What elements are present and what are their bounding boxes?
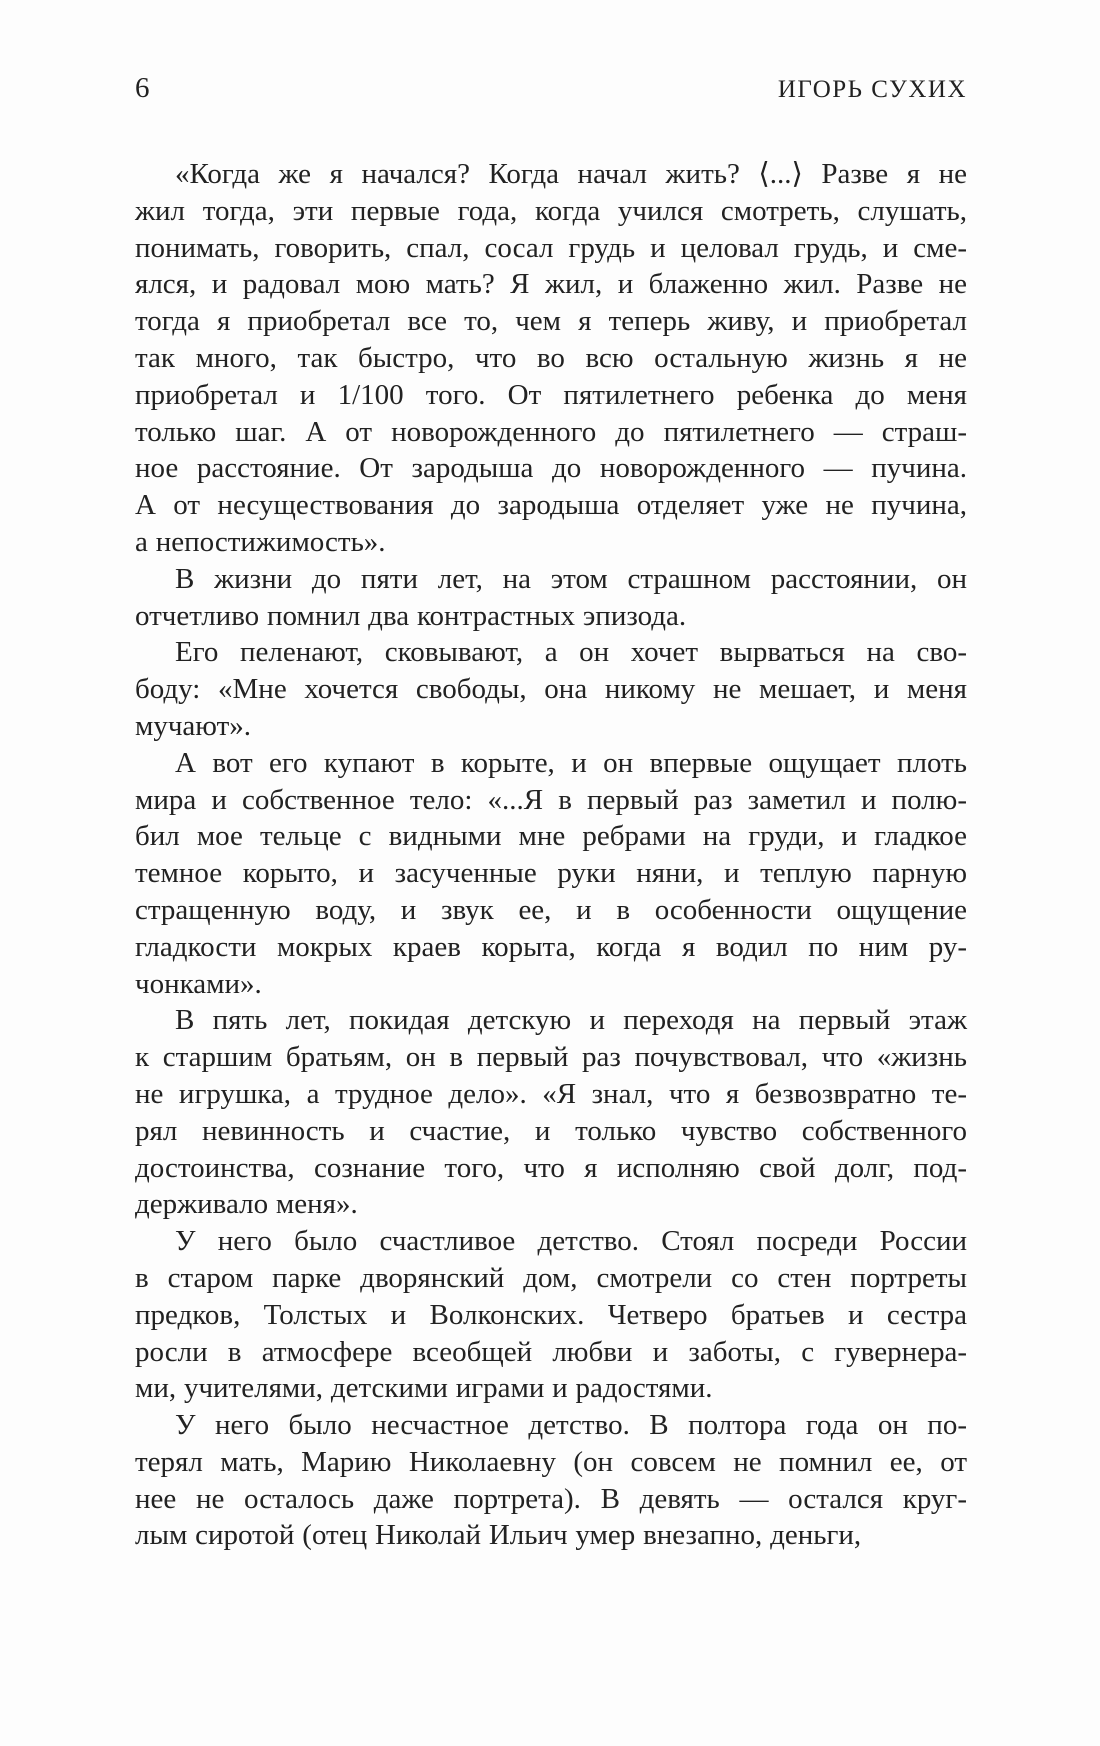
text-line: предков, Толстых и Волконских. Четверо братьев и сестра — [135, 1298, 967, 1331]
text-line: рял невинность и счастие, и только чувство собственного — [135, 1114, 967, 1147]
text-line: боду: «Мне хочется свободы, она никому не мешает, и меня — [135, 673, 967, 706]
text-line: отчетливо помнил два контрастных эпизода. — [135, 599, 687, 632]
text-line: ное расстояние. От зародыша до новорожденного — пучина. — [135, 452, 967, 485]
text-line: В жизни до пяти лет, на этом страшном расстоянии, он — [175, 562, 967, 595]
text-line: достоинства, сознание того, что я исполняю свой долг, под- — [135, 1151, 967, 1184]
text-line: не игрушка, а трудное дело». «Я знал, что я безвозвратно те- — [135, 1077, 967, 1110]
text-line: нее не осталось даже портрета). В девять — остался круг- — [135, 1482, 967, 1515]
running-title: ИГОРЬ СУХИХ — [777, 76, 967, 103]
page-text-body — [135, 156, 967, 1554]
text-line: а непостижимость». — [135, 525, 386, 558]
text-line: так много, так быстро, что во всю остальную жизнь я не — [135, 341, 967, 374]
text-line: У него было несчастное детство. В полтора года он по- — [175, 1409, 967, 1442]
text-line: «Когда же я начался? Когда начал жить? ⟨...⟩ Разве я не — [175, 158, 967, 190]
text-line: У него было счастливое детство. Стоял посреди России — [175, 1225, 967, 1258]
text-line: А вот его купают в корыте, и он впервые ощущает плоть — [175, 746, 967, 779]
text-line: к старшим братьям, он в первый раз почувствовал, что «жизнь — [135, 1041, 967, 1074]
text-line: бил мое тельце с видными мне ребрами на груди, и гладкое — [135, 820, 967, 853]
text-line: лым сиротой (отец Николай Ильич умер внезапно, деньги, — [135, 1519, 862, 1552]
text-line: гладкости мокрых краев корыта, когда я водил по ним ру- — [135, 930, 967, 963]
text-line: приобретал и 1/100 того. От пятилетнего ребенка до меня — [135, 378, 967, 411]
text-line: мира и собственное тело: «...Я в первый раз заметил и полю- — [135, 783, 967, 816]
page-number: 6 — [135, 72, 150, 104]
text-line: мучают». — [135, 709, 252, 742]
text-line: держивало меня». — [135, 1188, 358, 1221]
text-line: в старом парке дворянский дом, смотрели со стен портреты — [135, 1261, 967, 1294]
text-line: росли в атмосфере всеобщей любви и заботы, с гувернера- — [135, 1335, 967, 1368]
text-line: В пять лет, покидая детскую и переходя на первый этаж — [175, 1004, 967, 1037]
text-line: терял мать, Марию Николаевну (он совсем не помнил ее, от — [135, 1445, 967, 1478]
text-line: ялся, и радовал мою мать? Я жил, и блаженно жил. Разве не — [135, 268, 967, 301]
text-line: Его пеленают, сковывают, а он хочет вырваться на сво- — [175, 636, 967, 669]
text-line: только шаг. А от новорожденного до пятилетнего — страш- — [135, 415, 967, 448]
running-header — [135, 72, 967, 106]
text-line: темное корыто, и засученные руки няни, и теплую парную — [135, 857, 967, 890]
text-line: чонками». — [135, 967, 262, 1000]
text-line: понимать, говорить, спал, сосал грудь и целовал грудь, и сме- — [135, 231, 967, 264]
text-line: жил тогда, эти первые года, когда учился смотреть, слушать, — [135, 194, 967, 227]
text-line: ми, учителями, детскими играми и радостями. — [135, 1372, 713, 1405]
text-line: А от несуществования до зародыша отделяет уже не пучина, — [135, 489, 967, 522]
text-line: тогда я приобретал все то, чем я теперь живу, и приобретал — [135, 305, 967, 338]
text-line: стращенную воду, и звук ее, и в особенности ощущение — [135, 893, 967, 926]
